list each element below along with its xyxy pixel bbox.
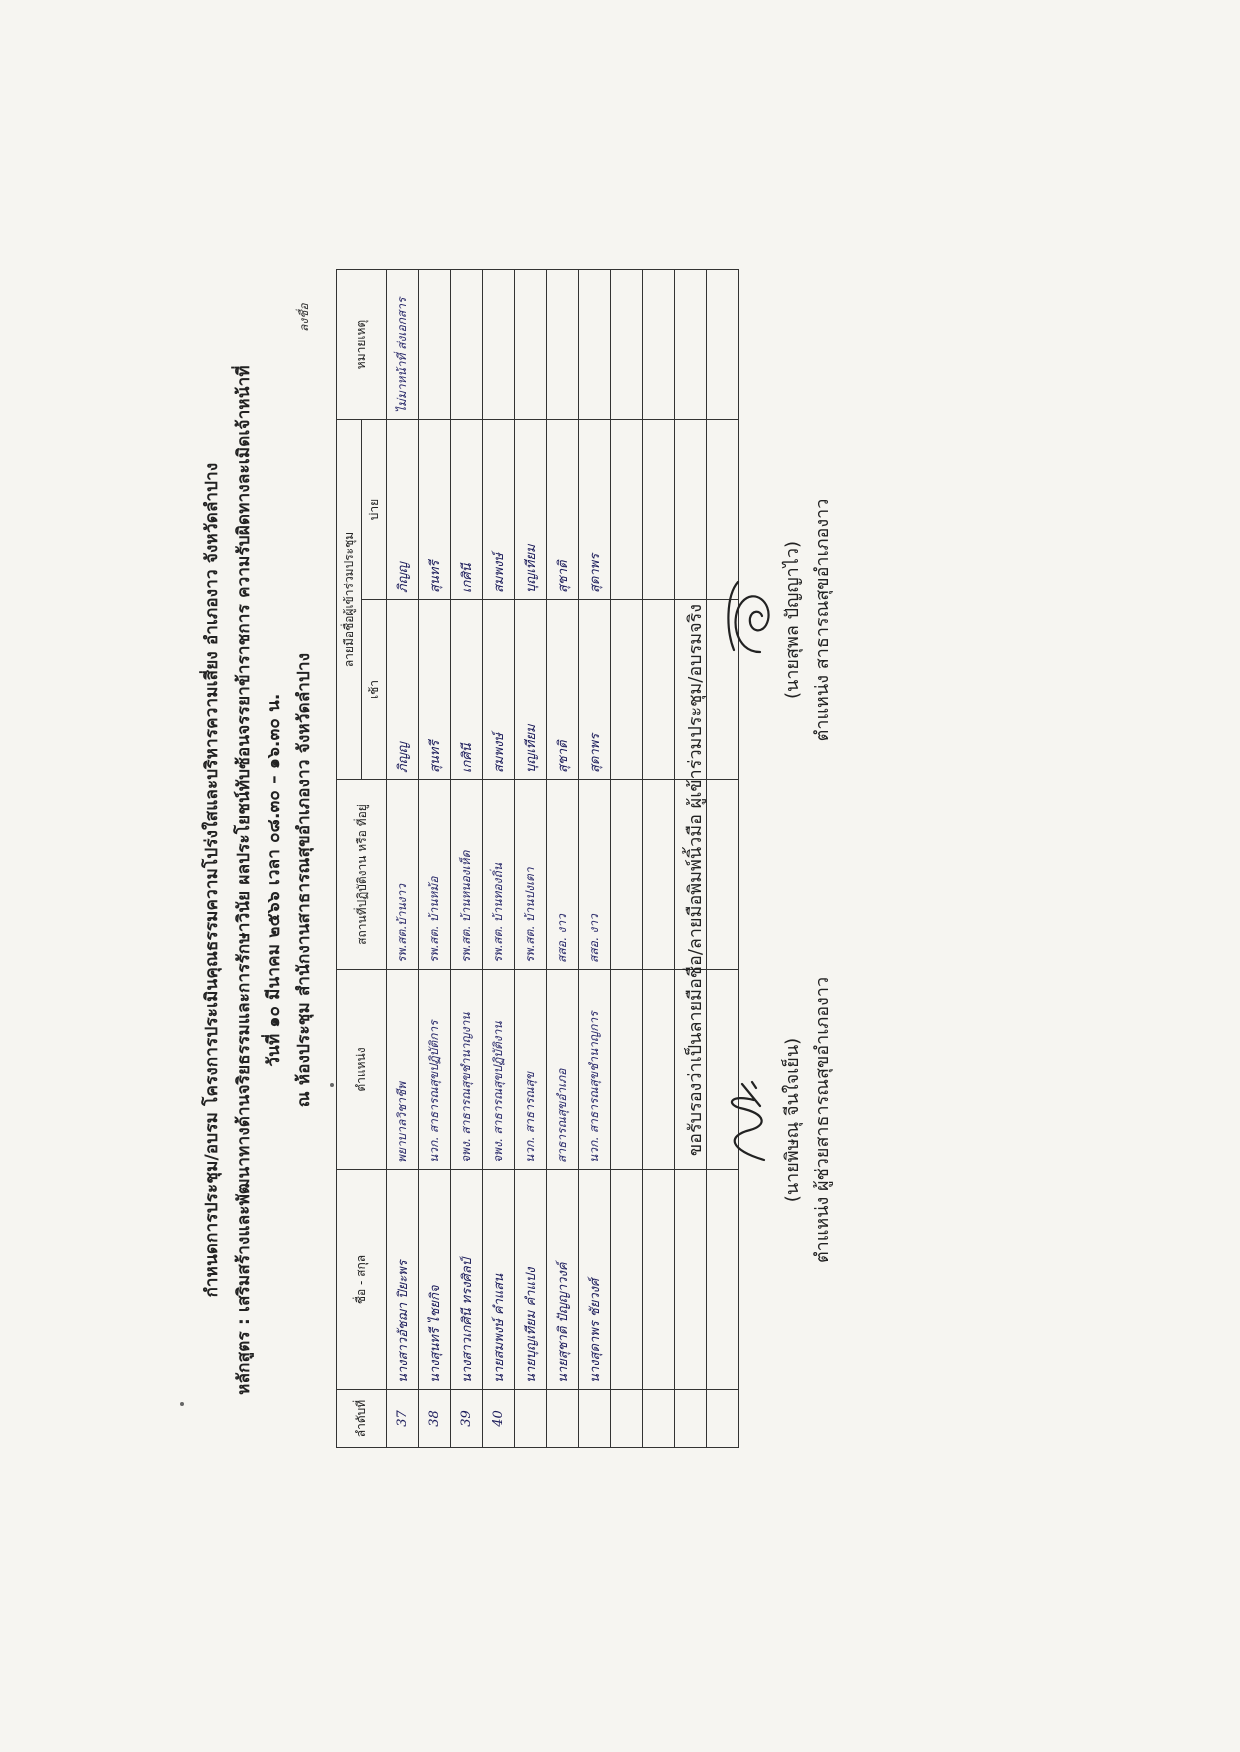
header-sig-out: บ่าย <box>362 420 387 600</box>
row-signature-in <box>643 600 675 780</box>
signer-right-name: (นายสุพล ปัญญาไว) <box>782 541 803 699</box>
row-name: นางสาวอัชฌา ปิยะพร <box>387 1170 419 1390</box>
attendance-table <box>336 269 739 1448</box>
row-signature-out: สุนทรี <box>419 420 451 600</box>
table-row <box>643 270 675 1448</box>
row-workplace: สสอ. งาว <box>547 780 579 970</box>
scan-speck <box>330 1083 334 1087</box>
row-signature-in: บุญเทียม <box>515 600 547 780</box>
header-remark: หมายเหตุ <box>337 270 387 420</box>
row-signature-out: สุดาพร <box>579 420 611 600</box>
header-date: วันที่ ๑๐ มีนาคม ๒๕๖๖ เวลา ๐๘.๓๐ – ๑๖.๓๐ น. <box>264 693 284 1067</box>
table-row <box>547 270 579 1448</box>
row-workplace: รพ.สต. บ้านหม้อ <box>419 780 451 970</box>
signer-right <box>720 410 838 830</box>
row-seq <box>579 1390 611 1448</box>
row-remark <box>515 270 547 420</box>
signature-mark-right <box>720 560 778 680</box>
row-name <box>611 1170 643 1390</box>
margin-note: ลงชื่อ <box>297 303 311 332</box>
row-signature-in: ภิญญ <box>387 600 419 780</box>
row-name: นางสุดาพร ชัยวงศ์ <box>579 1170 611 1390</box>
row-remark <box>419 270 451 420</box>
row-signature-out <box>643 420 675 600</box>
header-title: กำหนดการประชุม/อบรม โครงการประเมินคุณธรรมความโปร่งใสและบริหารความเสี่ยง อำเภองาว จังหวัดลำปาง <box>202 462 222 1298</box>
row-signature-in: เกศินี <box>451 600 483 780</box>
row-position <box>611 970 643 1170</box>
table-row <box>483 270 515 1448</box>
row-signature-out: เกศินี <box>451 420 483 600</box>
row-signature-out: สุชาติ <box>547 420 579 600</box>
certification-text: ขอรับรองว่าเป็นลายมือชื่อ/ลายมือพิมพ์นิ้วมือ ผู้เข้าร่วมประชุม/อบรมจริง <box>685 603 706 1157</box>
row-position: พยาบาลวิชาชีพ <box>387 970 419 1170</box>
table-row <box>419 270 451 1448</box>
row-name <box>643 1170 675 1390</box>
row-signature-in <box>611 600 643 780</box>
row-seq <box>707 1390 739 1448</box>
row-workplace: รพ.สต. บ้านหนองเห็ด <box>451 780 483 970</box>
table-row <box>579 270 611 1448</box>
signer-left-name: (นายพิษณุ จีนใจเย็น) <box>782 1037 803 1203</box>
row-position: สาธารณสุขอำเภอ <box>547 970 579 1170</box>
row-position: นวก. สาธารณสุข <box>515 970 547 1170</box>
row-workplace: รพ.สต.บ้านงาว <box>387 780 419 970</box>
table-row <box>611 270 643 1448</box>
row-workplace <box>643 780 675 970</box>
table-row <box>451 270 483 1448</box>
row-seq <box>611 1390 643 1448</box>
row-remark <box>547 270 579 420</box>
header-signature: ลายมือชื่อผู้เข้าร่วมประชุม <box>337 420 362 780</box>
header-name: ชื่อ - สกุล <box>337 1170 387 1390</box>
header-position: ตำแหน่ง <box>337 970 387 1170</box>
row-seq <box>643 1390 675 1448</box>
header-sig-in: เช้า <box>362 600 387 780</box>
row-name: นางสุนทรี ไชยกิจ <box>419 1170 451 1390</box>
signer-left <box>720 910 838 1330</box>
signature-mark-left <box>720 1060 778 1180</box>
row-workplace <box>611 780 643 970</box>
row-name: นายสมพงษ์ คำแสน <box>483 1170 515 1390</box>
row-position <box>643 970 675 1170</box>
scan-speck <box>180 1402 184 1406</box>
table-row <box>515 270 547 1448</box>
row-signature-out: สมพงษ์ <box>483 420 515 600</box>
row-remark <box>483 270 515 420</box>
row-workplace: รพ.สต. บ้านปงเตา <box>515 780 547 970</box>
row-workplace: สสอ. งาว <box>579 780 611 970</box>
row-seq <box>547 1390 579 1448</box>
table-row <box>387 270 419 1448</box>
row-signature-in: สุนทรี <box>419 600 451 780</box>
row-name: นางสาวเกศินี ทรงศิลป์ <box>451 1170 483 1390</box>
header-venue: ณ ห้องประชุม สำนักงานสาธารณสุขอำเภองาว จังหวัดลำปาง <box>294 652 314 1108</box>
signer-right-position: ตำแหน่ง สาธารณสุขอำเภองาว <box>812 498 833 742</box>
row-position: นวก. สาธารณสุขชำนาญการ <box>579 970 611 1170</box>
row-signature-out: ภิญญ <box>387 420 419 600</box>
row-remark: ไม่มาหน้าที่ ส่งเอกสาร <box>387 270 419 420</box>
row-workplace: รพ.สต. บ้านทองถิ่น <box>483 780 515 970</box>
row-signature-in: สมพงษ์ <box>483 600 515 780</box>
row-remark <box>611 270 643 420</box>
row-seq: 38 <box>419 1390 451 1448</box>
header-seq: ลำดับที่ <box>337 1390 387 1448</box>
row-name: นายสุชาติ ปัญญาวงค์ <box>547 1170 579 1390</box>
row-seq: 37 <box>387 1390 419 1448</box>
attendance-sheet <box>140 160 833 1600</box>
row-signature-in: สุดาพร <box>579 600 611 780</box>
header-course: หลักสูตร : เสริมสร้างและพัฒนาทางด้านจริยธรรมและการรักษาวินัย ผลประโยชน์ทับซ้อนจรรยาข้าราชการ ความรับผิดทางละเมิดเจ้าหน้าที่ <box>234 365 254 1395</box>
row-signature-out <box>611 420 643 600</box>
signer-left-position: ตำแหน่ง ผู้ช่วยสาธารณสุขอำเภองาว <box>812 976 833 1264</box>
row-signature-out: บุญเทียม <box>515 420 547 600</box>
row-signature-in: สุชาติ <box>547 600 579 780</box>
row-position: จพง. สาธารณสุขปฏิบัติงาน <box>483 970 515 1170</box>
row-position: จพง. สาธารณสุขชำนาญงาน <box>451 970 483 1170</box>
row-seq: 39 <box>451 1390 483 1448</box>
row-remark <box>707 270 739 420</box>
row-remark <box>643 270 675 420</box>
row-position: นวก. สาธารณสุขปฏิบัติการ <box>419 970 451 1170</box>
row-remark <box>451 270 483 420</box>
row-remark <box>579 270 611 420</box>
header-workplace: สถานที่ปฏิบัติงาน หรือ ที่อยู่ <box>337 780 387 970</box>
row-seq: 40 <box>483 1390 515 1448</box>
row-seq <box>515 1390 547 1448</box>
row-name: นายบุญเทียม คำแปง <box>515 1170 547 1390</box>
